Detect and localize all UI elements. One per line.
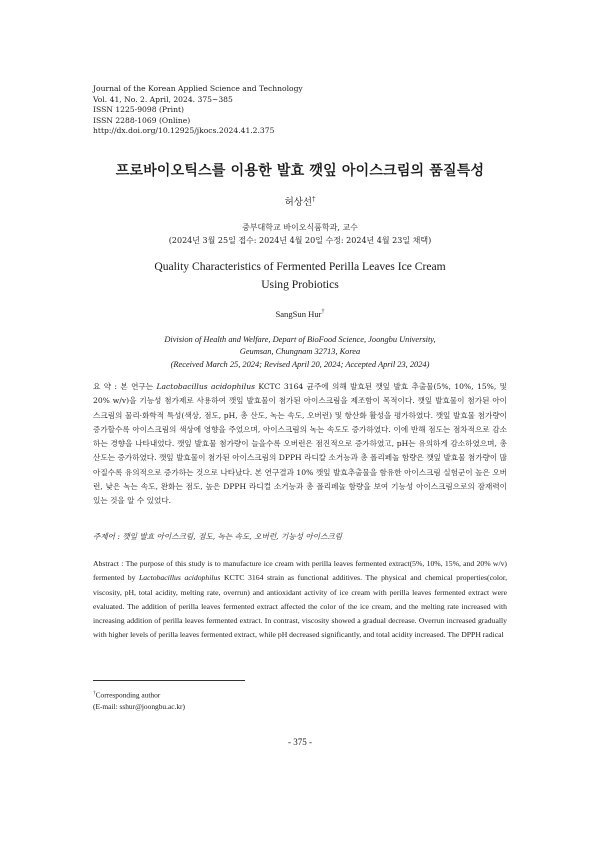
corresponding-mark: † [321,309,325,316]
footnote-mark: † [93,690,96,696]
korean-title: 프로바이오틱스를 이용한 발효 깻잎 아이스크림의 품질특성 [115,163,485,179]
english-author-name: SangSun Hur [275,309,322,319]
journal-issn-online: ISSN 2288-1069 (Online) [93,115,191,125]
footnote-line1 [93,687,185,701]
page-number: - 375 - [288,737,312,747]
korean-abstract [93,380,507,509]
english-affiliation-line1: Division of Health and Welfare, Depart of BioFood Science, Joongbu University, [164,335,436,344]
english-abstract [93,557,507,643]
footnote-divider [93,680,245,681]
journal-name: Journal of the Korean Applied Science and Technology [93,84,303,93]
footnote-corresponding: Corresponding author [95,690,161,700]
journal-info [93,84,303,137]
korean-affiliation: 중부대학교 바이오식품학과, 교수 [242,223,358,232]
english-affiliation-block [0,334,600,371]
korean-abstract-species: Lactobacillus acidophilus [156,382,256,391]
korean-author [0,194,600,208]
english-abstract-pre: The purpose of this study is to manufacture ice cream with perilla leaves fermented extract(5%, 10%, 15%, and 20% w/v) fermented by [93,559,507,583]
korean-abstract-label: 요 약 : [93,382,121,391]
english-author [0,309,600,319]
english-title-line1: Quality Characteristics of Fermented Perilla Leaves Ice Cream [154,260,446,273]
journal-issn-print: ISSN 1225-9098 (Print) [93,105,184,115]
english-title-line2: Using Probiotics [261,278,339,291]
korean-author-name: 허상선 [284,197,313,208]
english-abstract-label: Abstract : [93,559,126,568]
korean-affiliation-block [0,222,600,247]
english-abstract-species: Lactobacillus acidophilus [139,573,221,583]
korean-abstract-body: KCTC 3164 균주에 의해 발효된 깻잎 발효 추출물(5%, 10%, 15%, 및 20% w/v)을 기능성 첨가제로 사용하여 깻잎 발효물이 첨가된 아이스크림을 제조함이 목적이다. 깻잎 발효물이 첨가된 아이스크림의 물리·화학적 특성(색상, 점도, pH, 총 산도, 녹는 속도, 오버런) 및 항산화 활성을 평가하였다. 깻잎 발효물 첨가량이 증가할수록 아이스크림의 색상에 영향을 주었으며, 아이스크림의 녹는 속도도 증가하였다. 이에 반해 점도는 점차적으로 감소하는 경향을 나타내었다. 깻잎 발효물 첨가량이 늘을수록 오버런은 점진적으로 증가하였고, pH는 유의하게 감소하였으며, 총 산도는 증가하였다. 깻잎 발효물이 첨가된 아이스크림의 DPPH 라디칼 소거능과 총 폴리페놀 함량은 깻잎 발효물 첨가량이 많아질수록 유의적으로 증가하는 것으로 나타났다. 본 연구결과 10% 깻잎 발효추출물을 함유한 아이스크림 실험군이 높은 오버런, 낮은 녹는 속도, 완화는 점도, 높은 DPPH 라디컬 소거능과 총 폴리페놀 함량을 보여 기능성 아이스크림으로의 잠재력이 있는 것을 알 수 있었다. [93,382,507,506]
korean-keywords: 주제어 : 깻잎 발효 아이스크림, 점도, 녹는 속도, 오버런, 기능성 아이스크림 [93,532,343,541]
journal-volume: Vol. 41, No. 2. April, 2024. 375~385 [93,94,233,104]
english-title [0,258,600,294]
corresponding-mark: † [312,194,316,203]
korean-abstract-pre: 본 연구는 [120,382,157,391]
korean-dates: (2024년 3월 25일 접수: 2024년 4월 20일 수정: 2024년 4월 23일 채택) [168,235,432,245]
footnote-email[interactable]: (E-mail: sshur@joongbu.ac.kr) [93,702,185,712]
english-affiliation-line2: Geumsan, Chungnam 32713, Korea [239,347,361,357]
english-abstract-body: KCTC 3164 strain as functional additives. The physical and chemical properties(color, viscosity, pH, total acidity, melting rate, overrun) and antioxidant activity of ice cream with perilla leaves fermented extract were evaluated. The addition of perilla leaves fermented extract affected the color of the ice cream, and the melting rate increased with increasing addition of perilla leaves fermented extract. In contrast, viscosity showed a gradual decrease. Overrun increased gradually with higher levels of perilla leaves fermented extract, while pH decreased significantly, and total acidity increased. The DPPH radical [93,573,508,640]
journal-doi[interactable]: http://dx.doi.org/10.12925/jkocs.2024.41.2.375 [93,126,275,136]
english-dates: (Received March 25, 2024; Revised April 20, 2024; Accepted April 23, 2024) [170,359,430,369]
footnote [93,687,185,713]
